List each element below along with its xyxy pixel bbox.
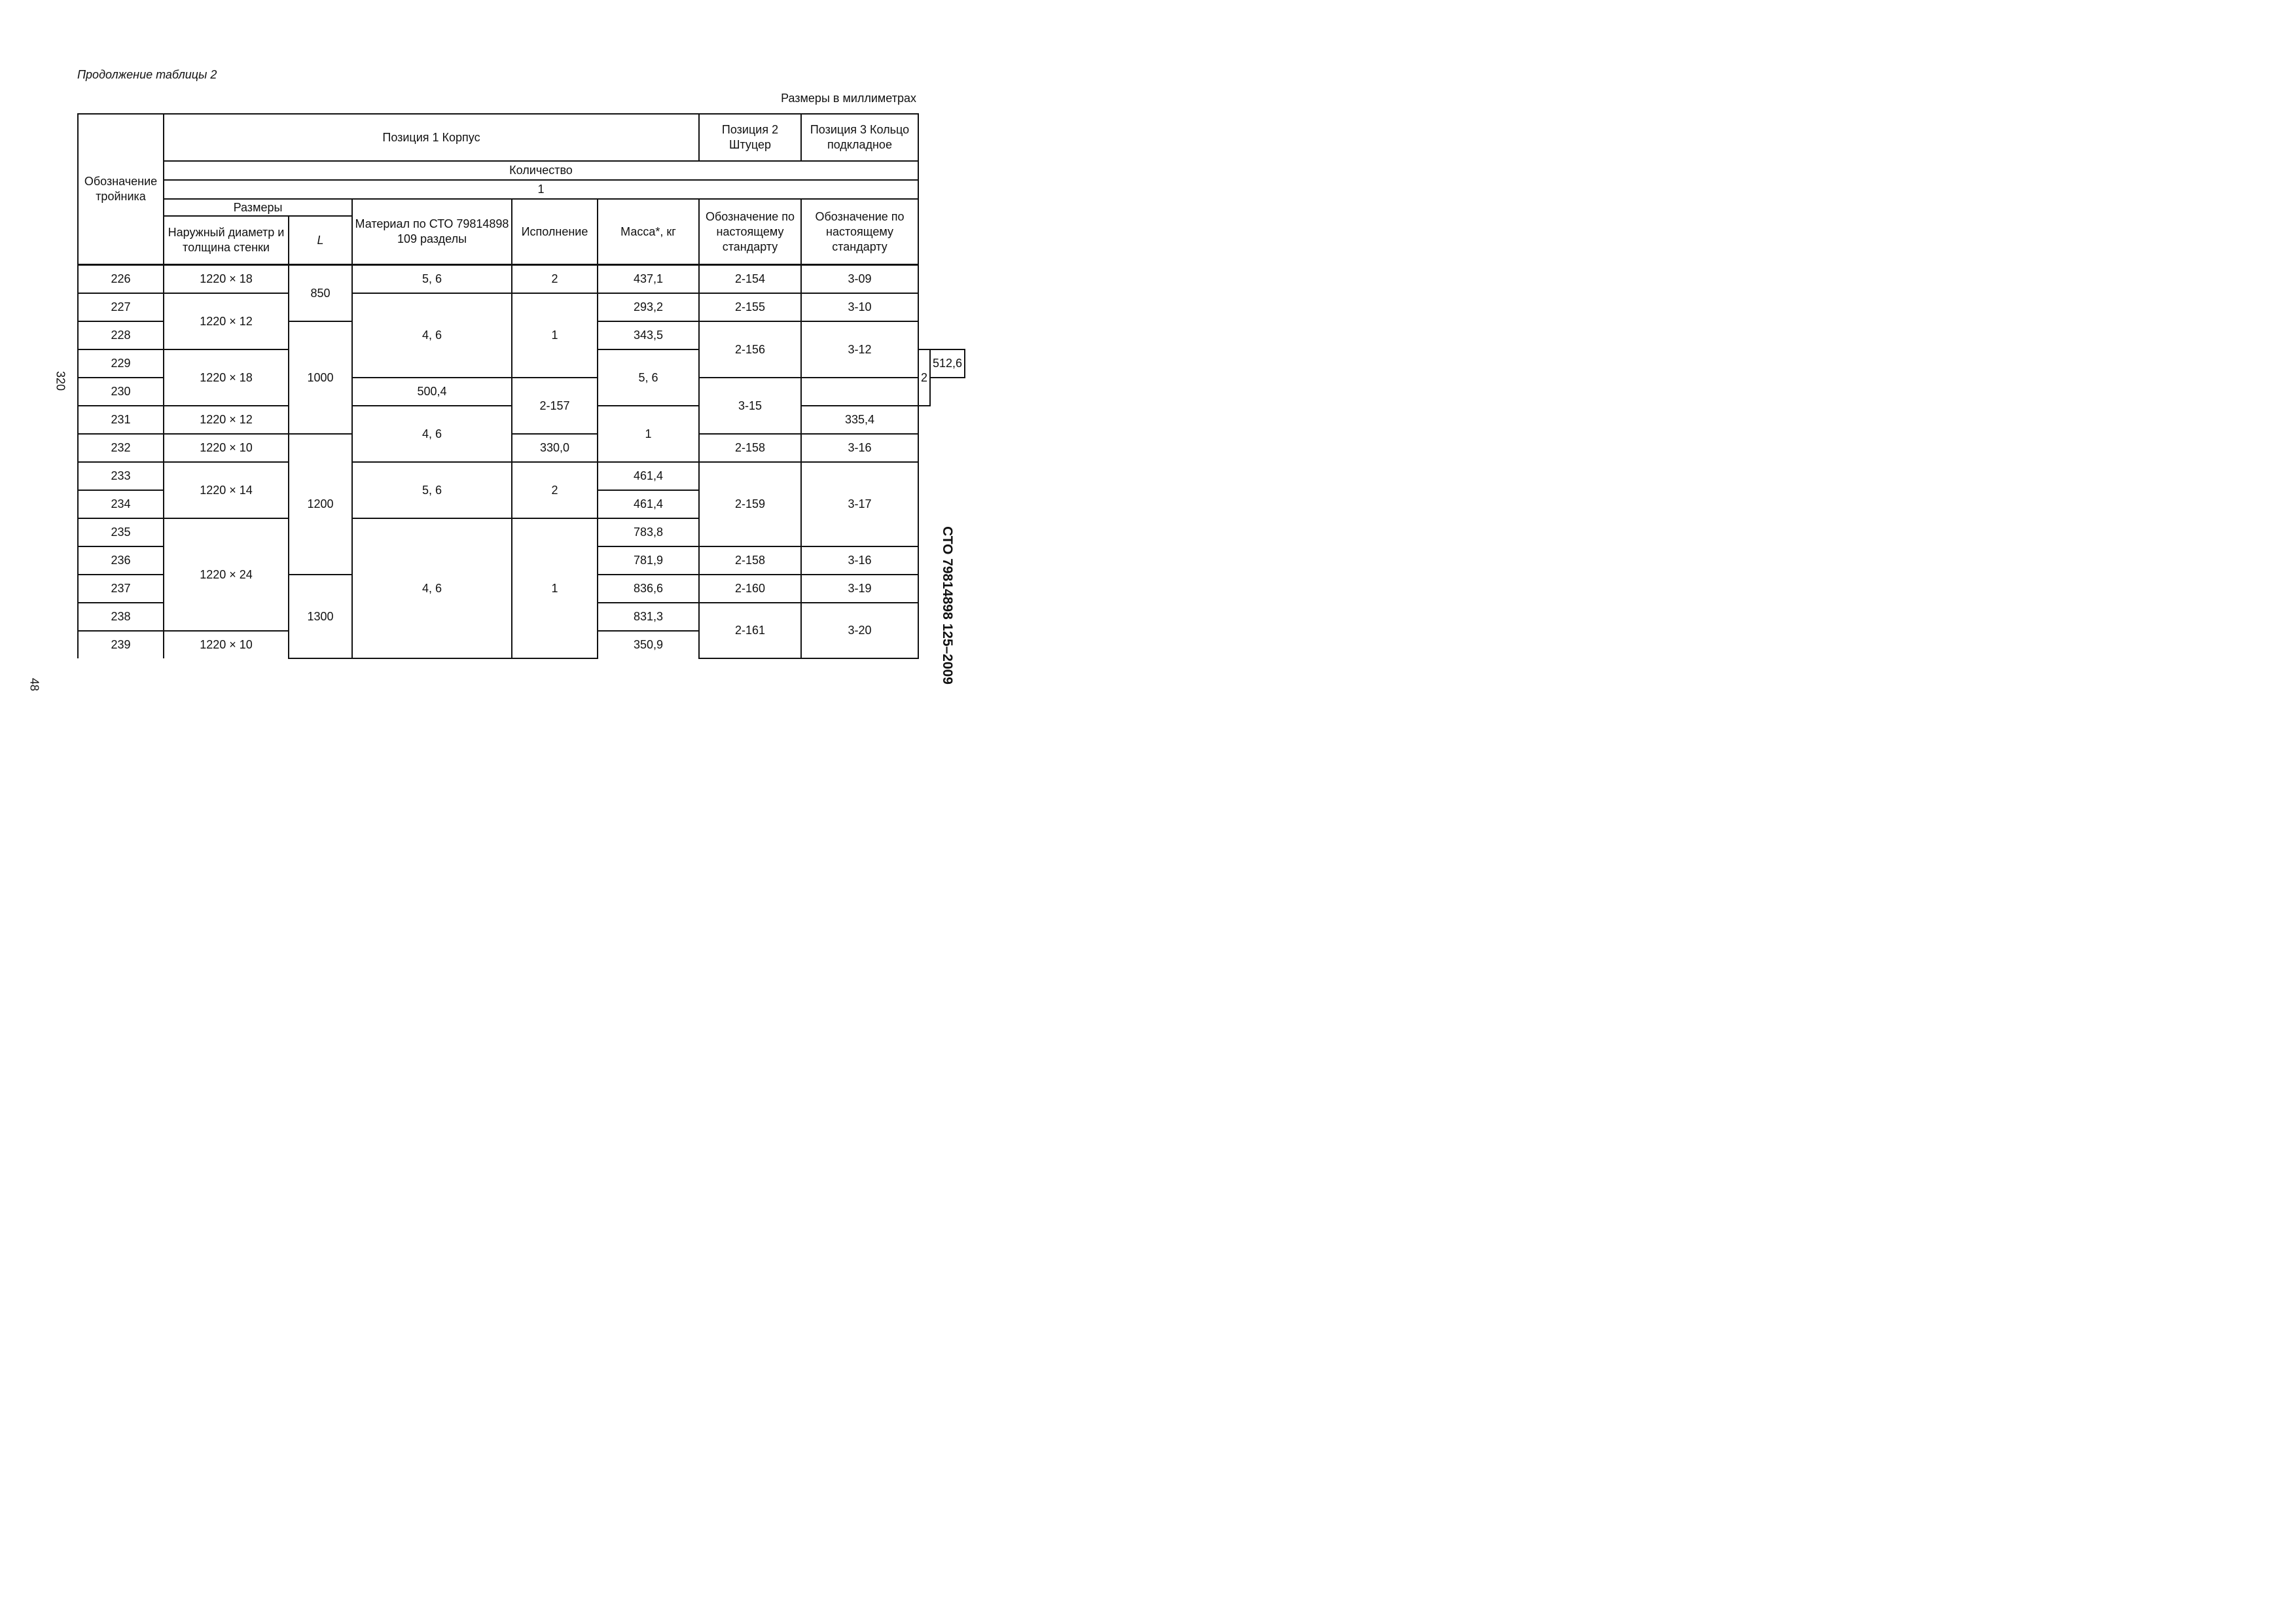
cell-mass: 461,4 xyxy=(598,490,699,518)
header-position-2: Позиция 2 Штуцер xyxy=(699,114,801,161)
cell-length: 1200 xyxy=(289,434,352,575)
cell-mass: 781,9 xyxy=(598,546,699,575)
cell-mass: 500,4 xyxy=(352,378,512,406)
header-execution: Исполнение xyxy=(512,199,598,265)
cell-length: 1000 xyxy=(289,321,352,434)
units-note: Размеры в миллиметрах xyxy=(781,92,916,105)
cell-position2: 2-156 xyxy=(699,321,801,378)
row-designation: 227 xyxy=(78,293,164,321)
cell-position3: 3-16 xyxy=(801,546,918,575)
cell-mass: 350,9 xyxy=(598,631,699,658)
row-designation: 229 xyxy=(78,349,164,378)
header-length: L xyxy=(289,216,352,265)
cell-diameter: 1220 × 10 xyxy=(164,434,289,462)
row-designation: 231 xyxy=(78,406,164,434)
cell-diameter: 1220 × 12 xyxy=(164,293,289,349)
cell-mass: 783,8 xyxy=(598,518,699,546)
cell-execution: 1 xyxy=(598,406,699,462)
header-quantity: Количество xyxy=(164,161,918,180)
row-designation: 230 xyxy=(78,378,164,406)
cell-mass: 335,4 xyxy=(801,406,918,434)
cell-diameter: 1220 × 10 xyxy=(164,631,289,658)
cell-position3: 3-09 xyxy=(801,265,918,294)
table-row xyxy=(78,462,965,490)
row-designation: 228 xyxy=(78,321,164,349)
table-caption: Продолжение таблицы 2 xyxy=(77,68,217,81)
header-dimensions: Размеры xyxy=(164,199,352,216)
cell-execution: 2 xyxy=(512,265,598,294)
cell-length: 1300 xyxy=(289,575,352,658)
table-header xyxy=(78,114,965,265)
table-row xyxy=(78,265,965,294)
row-designation: 232 xyxy=(78,434,164,462)
cell-position2: 2-157 xyxy=(512,378,598,434)
cell-mass: 343,5 xyxy=(598,321,699,349)
table-row xyxy=(78,434,965,462)
cell-execution: 2 xyxy=(918,349,930,406)
cell-mass: 512,6 xyxy=(930,349,965,378)
cell-mass: 293,2 xyxy=(598,293,699,321)
header-quantity-value: 1 xyxy=(164,180,918,199)
row-designation: 233 xyxy=(78,462,164,490)
cell-mass: 831,3 xyxy=(598,603,699,631)
cell-position2: 2-158 xyxy=(699,546,801,575)
cell-diameter: 1220 × 18 xyxy=(164,265,289,294)
cell-position2: 2-159 xyxy=(699,462,801,546)
header-designation: Обозначение тройника xyxy=(78,114,164,265)
header-designation-pos2: Обозначение по настоящему стандарту xyxy=(699,199,801,265)
header-mass: Масса*, кг xyxy=(598,199,699,265)
side-page-number: 320 xyxy=(54,370,67,391)
cell-mass: 330,0 xyxy=(512,434,598,462)
header-outer-diameter: Наружный диаметр и толщина стенки xyxy=(164,216,289,265)
cell-diameter: 1220 × 18 xyxy=(164,349,289,406)
cell-position3: 3-12 xyxy=(801,321,918,378)
cell-execution: 1 xyxy=(512,518,598,658)
cell-position2: 2-161 xyxy=(699,603,801,658)
row-designation: 238 xyxy=(78,603,164,631)
side-standard-code: СТО 79814898 125–2009 xyxy=(940,526,955,685)
row-designation: 239 xyxy=(78,631,164,658)
cell-length: 850 xyxy=(289,265,352,322)
cell-position2: 2-160 xyxy=(699,575,801,603)
cell-position3: 3-16 xyxy=(801,434,918,462)
header-position-3: Позиция 3 Кольцо подкладное xyxy=(801,114,918,161)
cell-execution: 2 xyxy=(512,462,598,518)
cell-position2: 2-158 xyxy=(699,434,801,462)
header-material: Материал по СТО 79814898 109 разделы xyxy=(352,199,512,265)
cell-mass: 836,6 xyxy=(598,575,699,603)
cell-position3: 3-15 xyxy=(699,378,801,434)
side-page-number-bottom: 48 xyxy=(27,677,41,692)
cell-execution: 1 xyxy=(512,293,598,378)
header-designation-pos3: Обозначение по настоящему стандарту xyxy=(801,199,918,265)
table-row xyxy=(78,293,965,321)
row-designation: 235 xyxy=(78,518,164,546)
row-designation: 226 xyxy=(78,265,164,294)
cell-position3: 3-17 xyxy=(801,462,918,546)
cell-position3: 3-20 xyxy=(801,603,918,658)
cell-material: 5, 6 xyxy=(352,265,512,294)
cell-position3: 3-10 xyxy=(801,293,918,321)
cell-material: 4, 6 xyxy=(352,293,512,378)
cell-diameter: 1220 × 12 xyxy=(164,406,289,434)
cell-diameter: 1220 × 14 xyxy=(164,462,289,518)
cell-diameter: 1220 × 24 xyxy=(164,518,289,631)
header-position-1: Позиция 1 Корпус xyxy=(164,114,699,161)
cell-position3: 3-19 xyxy=(801,575,918,603)
cell-material: 4, 6 xyxy=(352,518,512,658)
cell-position2: 2-154 xyxy=(699,265,801,294)
cell-mass: 461,4 xyxy=(598,462,699,490)
row-designation: 234 xyxy=(78,490,164,518)
row-designation: 236 xyxy=(78,546,164,575)
cell-mass: 437,1 xyxy=(598,265,699,294)
row-designation: 237 xyxy=(78,575,164,603)
cell-material: 5, 6 xyxy=(598,349,699,406)
cell-material: 4, 6 xyxy=(352,406,512,462)
table-body xyxy=(78,265,965,659)
specification-table xyxy=(77,113,965,659)
cell-material: 5, 6 xyxy=(352,462,512,518)
cell-position2: 2-155 xyxy=(699,293,801,321)
